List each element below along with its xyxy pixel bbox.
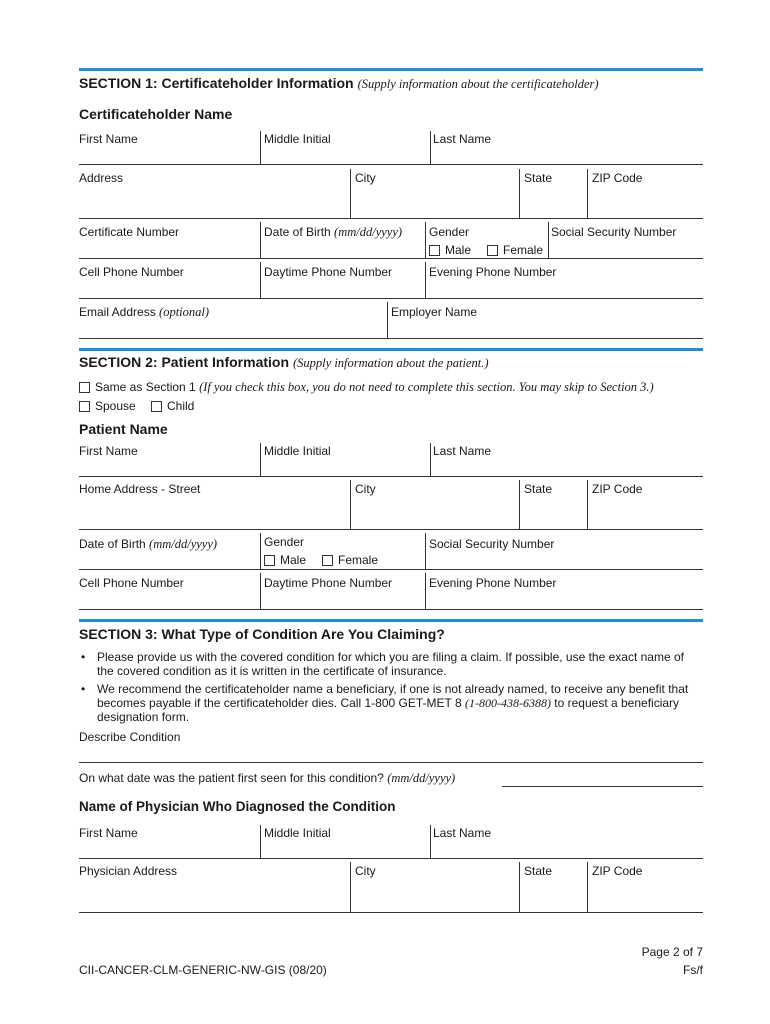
employer-label: Employer Name	[391, 305, 478, 319]
patient-city-label: City	[355, 482, 376, 496]
dob-label: Date of Birth (mm/dd/yyyy)	[264, 225, 403, 239]
physician-middle-initial-label: Middle Initial	[264, 826, 331, 840]
address-field-line[interactable]	[79, 218, 703, 219]
patient-phone-field-line[interactable]	[79, 609, 703, 610]
first-seen-label: On what date was the patient first seen for this condition? (mm/dd/yyyy)	[79, 771, 456, 785]
physician-city-label: City	[355, 864, 376, 878]
last-name-label: Last Name	[433, 132, 492, 146]
patient-name-heading: Patient Name	[79, 421, 168, 437]
physician-address-field-line[interactable]	[79, 912, 703, 913]
physician-name-field-line[interactable]	[79, 858, 703, 859]
physician-zip-label: ZIP Code	[592, 864, 643, 878]
patient-evening-phone-label: Evening Phone Number	[429, 576, 557, 590]
child-option[interactable]: Child	[151, 399, 194, 413]
state-label: State	[524, 171, 553, 185]
patient-cell-phone-label: Cell Phone Number	[79, 576, 184, 590]
spouse-checkbox[interactable]	[79, 401, 90, 412]
page-number: Page 2 of 7	[641, 945, 703, 959]
home-address-label: Home Address - Street	[79, 482, 201, 496]
same-as-section1-option[interactable]: Same as Section 1 (If you check this box, you do not need to complete this section. You may skip to Section 3.)	[79, 380, 654, 395]
patient-daytime-phone-label: Daytime Phone Number	[264, 576, 393, 590]
address-label: Address	[79, 171, 124, 185]
patient-male-checkbox[interactable]	[264, 555, 275, 566]
describe-condition-label: Describe Condition	[79, 730, 181, 744]
patient-gender-label: Gender	[264, 535, 305, 549]
physician-heading: Name of Physician Who Diagnosed the Condition	[79, 799, 396, 814]
instruction-item: • Please provide us with the covered condition for which you are filing a claim. If possible, use the exact name of the covered condition as it is written in the certificate of insurance.	[79, 650, 703, 678]
spouse-option[interactable]: Spouse	[79, 399, 136, 413]
certificateholder-name-heading: Certificateholder Name	[79, 106, 233, 122]
gender-male-option[interactable]: Male	[429, 243, 471, 257]
physician-state-label: State	[524, 864, 553, 878]
name-field-line[interactable]	[79, 164, 703, 165]
form-code: CII-CANCER-CLM-GENERIC-NW-GIS (08/20)	[79, 963, 327, 977]
patient-ssn-label: Social Security Number	[429, 537, 555, 551]
instruction-item: • We recommend the certificateholder name a beneficiary, if one is not already named, to receive any benefit that becomes payable if the certificateholder dies. Call 1-800 GET-MET 8 (1-800-438-6388) to request a beneficiary designation form.	[79, 682, 703, 724]
patient-state-label: State	[524, 482, 553, 496]
form-revision-code: Fs/f	[683, 963, 703, 977]
gender-female-option[interactable]: Female	[487, 243, 543, 257]
section-divider	[79, 68, 703, 71]
male-checkbox[interactable]	[429, 245, 440, 256]
patient-zip-label: ZIP Code	[592, 482, 643, 496]
gender-label: Gender	[429, 225, 470, 239]
evening-phone-label: Evening Phone Number	[429, 265, 557, 279]
patient-last-name-label: Last Name	[433, 444, 492, 458]
physician-address-label: Physician Address	[79, 864, 178, 878]
section-divider	[79, 348, 703, 351]
patient-female-checkbox[interactable]	[322, 555, 333, 566]
physician-last-name-label: Last Name	[433, 826, 492, 840]
patient-name-field-line[interactable]	[79, 476, 703, 477]
patient-first-name-label: First Name	[79, 444, 138, 458]
certificate-number-label: Certificate Number	[79, 225, 180, 239]
same-as-checkbox[interactable]	[79, 382, 90, 393]
patient-middle-initial-label: Middle Initial	[264, 444, 331, 458]
cell-phone-label: Cell Phone Number	[79, 265, 184, 279]
first-seen-date-field[interactable]	[502, 786, 703, 787]
zip-label: ZIP Code	[592, 171, 643, 185]
patient-dob-label: Date of Birth (mm/dd/yyyy)	[79, 537, 218, 551]
patient-male-option[interactable]: Male	[264, 553, 306, 567]
section-divider	[79, 619, 703, 622]
physician-first-name-label: First Name	[79, 826, 138, 840]
patient-address-field-line[interactable]	[79, 529, 703, 530]
first-name-label: First Name	[79, 132, 138, 146]
section2-title: SECTION 2: Patient Information (Supply information about the patient.)	[79, 354, 489, 370]
email-field-line[interactable]	[79, 338, 703, 339]
phone-field-line[interactable]	[79, 298, 703, 299]
female-checkbox[interactable]	[487, 245, 498, 256]
patient-dob-field-line[interactable]	[79, 569, 703, 570]
email-label: Email Address (optional)	[79, 305, 210, 319]
dob-field-line[interactable]	[79, 258, 703, 259]
section1-title: SECTION 1: Certificateholder Information (Supply information about the certificateholder)	[79, 75, 599, 91]
instruction-list	[79, 650, 703, 728]
section3-title: SECTION 3: What Type of Condition Are You Claiming?	[79, 626, 445, 642]
city-label: City	[355, 171, 376, 185]
ssn-label: Social Security Number	[551, 225, 677, 239]
child-checkbox[interactable]	[151, 401, 162, 412]
patient-female-option[interactable]: Female	[322, 553, 378, 567]
daytime-phone-label: Daytime Phone Number	[264, 265, 393, 279]
middle-initial-label: Middle Initial	[264, 132, 331, 146]
describe-condition-field[interactable]	[79, 762, 703, 763]
